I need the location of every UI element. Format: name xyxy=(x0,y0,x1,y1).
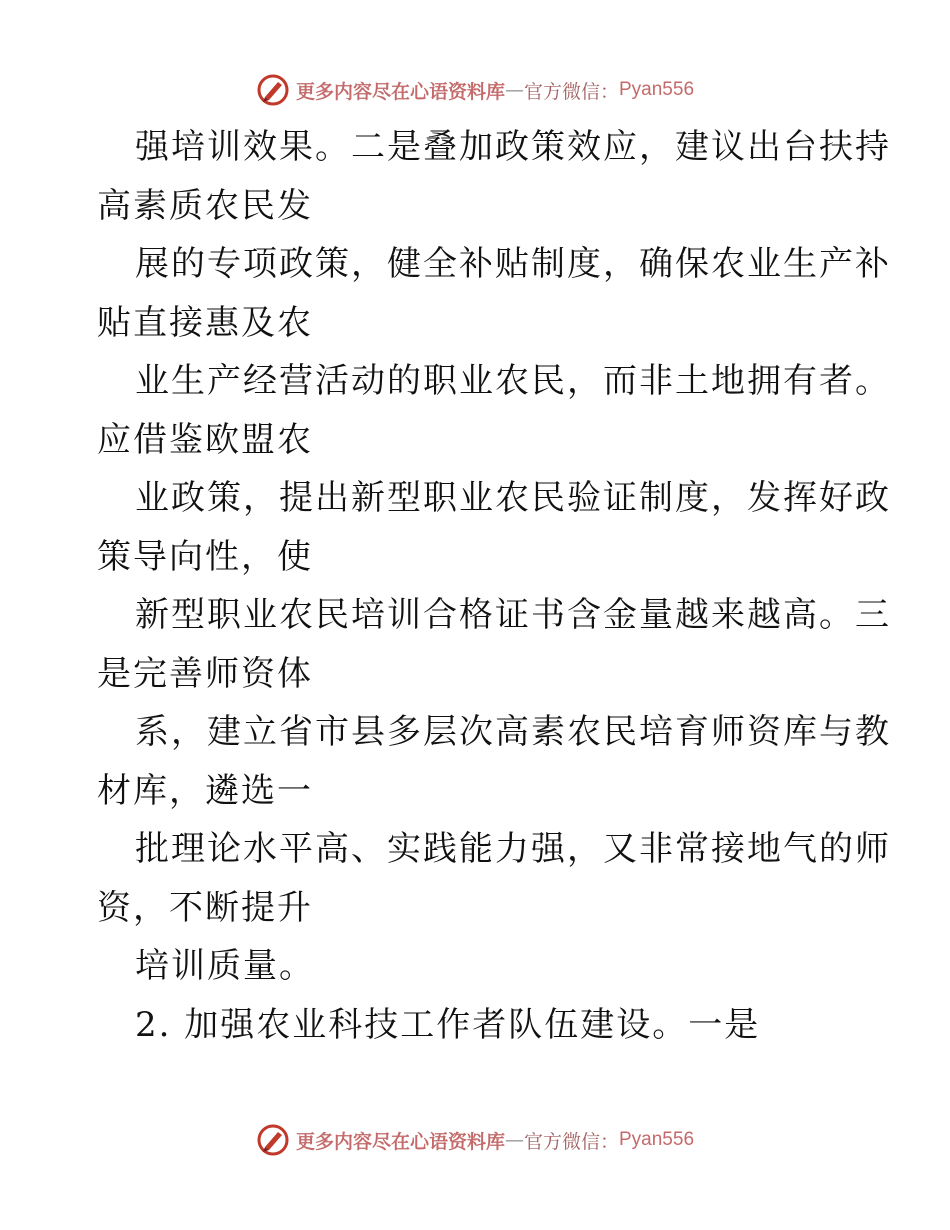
watermark-label: 官方微信： xyxy=(523,80,619,103)
text-line: 业政策，提出新型职业农民验证制度，发挥好政 xyxy=(135,478,891,518)
watermark-label: 官方微信： xyxy=(523,1130,619,1153)
text-line: 系，建立省市县多层次高素农民培育师资库与教 xyxy=(135,712,891,752)
text-line: 培训质量。 xyxy=(135,946,315,986)
document-body xyxy=(97,118,891,1054)
watermark-title: 更多内容尽在心语资料库 xyxy=(295,1130,505,1153)
text-line: 资，不断提升 xyxy=(97,887,313,928)
text-line: 2. 加强农业科技工作者队伍建设。一是 xyxy=(135,1004,761,1045)
watermark-dash: — xyxy=(504,1129,524,1151)
text-line: 策导向性，使 xyxy=(97,536,313,577)
text-line: 业生产经营活动的职业农民，而非土地拥有者。 xyxy=(135,361,891,401)
footer-watermark xyxy=(0,1120,950,1160)
watermark-wechat-id: Pyan556 xyxy=(619,1129,695,1150)
text-line: 新型职业农民培训合格证书含金量越来越高。三 xyxy=(135,595,891,635)
watermark-wechat-id: Pyan556 xyxy=(619,79,695,100)
pen-logo-icon xyxy=(256,73,290,107)
text-line: 展的专项政策，健全补贴制度，确保农业生产补 xyxy=(135,244,891,284)
watermark-title: 更多内容尽在心语资料库 xyxy=(295,80,505,103)
text-line: 高素质农民发 xyxy=(97,185,313,226)
text-line: 应借鉴欧盟农 xyxy=(97,419,313,460)
text-line: 贴直接惠及农 xyxy=(97,302,313,343)
text-line: 材库，遴选一 xyxy=(97,770,313,811)
text-line: 批理论水平高、实践能力强，又非常接地气的师 xyxy=(135,829,891,869)
pen-logo-icon xyxy=(256,1123,290,1157)
text-line: 是完善师资体 xyxy=(97,653,313,694)
text-line: 强培训效果。二是叠加政策效应，建议出台扶持 xyxy=(135,127,891,167)
watermark-dash: — xyxy=(504,79,524,101)
header-watermark xyxy=(0,70,950,110)
